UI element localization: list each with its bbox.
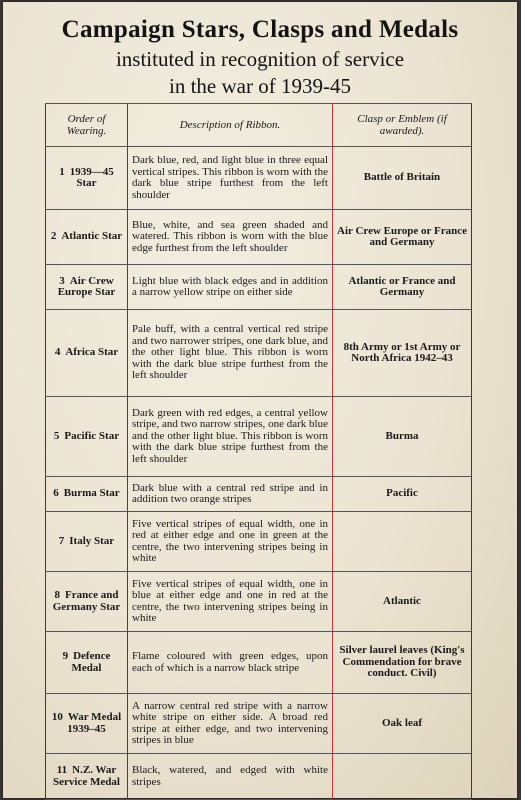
table-row	[46, 754, 472, 800]
table-row	[46, 210, 472, 265]
medal-name: War Medal 1939–45	[67, 711, 122, 735]
row-number: 10	[51, 711, 63, 723]
table-row	[46, 694, 472, 754]
ribbon-description: A narrow central red stripe with a narrow white stripe on either side. A broad red stripe at either edge, and two intervening stripes in blue	[128, 694, 333, 754]
ribbon-description: Dark blue with a central red stripe and in addition two orange stripes	[128, 477, 333, 512]
order-cell	[46, 397, 128, 477]
order-cell	[46, 694, 128, 754]
header-description: Description of Ribbon.	[128, 104, 333, 147]
table-row	[46, 147, 472, 210]
row-number: 5	[53, 429, 60, 442]
medal-name: Burma Star	[63, 487, 120, 500]
order-cell	[46, 477, 128, 512]
clasp-emblem: Silver laurel leaves (King's Commendation for brave conduct. Civil)	[333, 632, 472, 694]
row-number: 1	[59, 165, 65, 178]
order-cell	[46, 147, 128, 210]
row-number: 2	[50, 230, 57, 243]
row-number: 7	[58, 534, 65, 547]
row-number: 6	[53, 487, 59, 500]
order-cell	[46, 754, 128, 800]
table-row	[46, 265, 472, 310]
order-cell	[46, 210, 128, 265]
page-title: Campaign Stars, Clasps and Medals	[61, 16, 459, 43]
medal-name: Pacific Star	[64, 429, 120, 442]
ribbon-description: Five vertical stripes of equal width, one in red at either edge and one in green at the centre, the two intervening stripes being in white	[128, 512, 333, 572]
medal-name: N.Z. War Service Medal	[53, 764, 120, 788]
row-number: 8	[54, 589, 60, 601]
row-number: 9	[62, 650, 69, 662]
medal-name: Atlantic Star	[61, 230, 123, 243]
table-header-row	[46, 104, 472, 147]
table-row	[46, 310, 472, 397]
page-subtitle-line2: in the war of 1939-45	[169, 74, 351, 98]
ribbon-description: Light blue with black edges and in addition a narrow yellow stripe on either side	[128, 265, 333, 310]
medals-table	[45, 103, 472, 800]
clasp-emblem: Atlantic	[333, 572, 472, 632]
ribbon-description: Blue, white, and sea green shaded and watered. This ribbon is worn with the blue edge furthest from the left shoulder	[128, 210, 333, 265]
medal-name: Air Crew Europe Star	[57, 274, 116, 298]
row-number: 11	[56, 764, 68, 776]
clasp-emblem: Pacific	[333, 477, 472, 512]
order-cell	[46, 265, 128, 310]
table-row	[46, 512, 472, 572]
clasp-emblem: Air Crew Europe or France and Germany	[333, 210, 472, 265]
header-clasp: Clasp or Emblem (if awarded).	[333, 104, 472, 147]
row-number: 4	[54, 346, 61, 359]
ribbon-description: Black, watered, and edged with white stripes	[128, 754, 333, 800]
order-cell	[46, 512, 128, 572]
medal-name: Defence Medal	[71, 650, 111, 674]
ribbon-description: Five vertical stripes of equal width, one in blue at either edge and one in red at the centre, the two intervening stripes being in white	[128, 572, 333, 632]
order-cell	[46, 572, 128, 632]
row-number: 3	[59, 274, 65, 287]
table-row	[46, 477, 472, 512]
medal-name: France and Germany Star	[52, 589, 121, 613]
ribbon-description: Pale buff, with a central vertical red stripe and two narrower stripes, one dark blue, and the other light blue. This ribbon is worn with the dark blue stripe furthest from the left shoulder	[128, 310, 333, 397]
medal-name: 1939—45 Star	[69, 165, 114, 189]
order-cell	[46, 310, 128, 397]
clasp-emblem: 8th Army or 1st Army or North Africa 1942–43	[333, 310, 472, 397]
clasp-emblem: Oak leaf	[333, 694, 472, 754]
table-row	[46, 632, 472, 694]
medal-name: Africa Star	[65, 346, 119, 359]
clasp-emblem	[333, 512, 472, 572]
clasp-emblem	[333, 754, 472, 800]
document-sheet	[3, 2, 517, 798]
table-row	[46, 397, 472, 477]
ribbon-description: Dark green with red edges, a central yellow stripe, and two narrow stripes, one dark blue and the other light blue. This ribbon is worn with the dark blue stripe furthest from the left shoulder	[128, 397, 333, 477]
medal-name: Italy Star	[69, 534, 115, 547]
table-row	[46, 572, 472, 632]
clasp-emblem: Atlantic or France and Germany	[333, 265, 472, 310]
ribbon-description: Flame coloured with green edges, upon each of which is a narrow black stripe	[128, 632, 333, 694]
page-subtitle-line1: instituted in recognition of service	[115, 47, 405, 71]
order-cell	[46, 632, 128, 694]
ribbon-description: Dark blue, red, and light blue in three equal vertical stripes. This ribbon is worn with the dark blue stripe furthest from the left shoulder	[128, 147, 333, 210]
clasp-emblem: Burma	[333, 397, 472, 477]
clasp-emblem: Battle of Britain	[333, 147, 472, 210]
header-order: Order of Wearing.	[46, 104, 128, 147]
